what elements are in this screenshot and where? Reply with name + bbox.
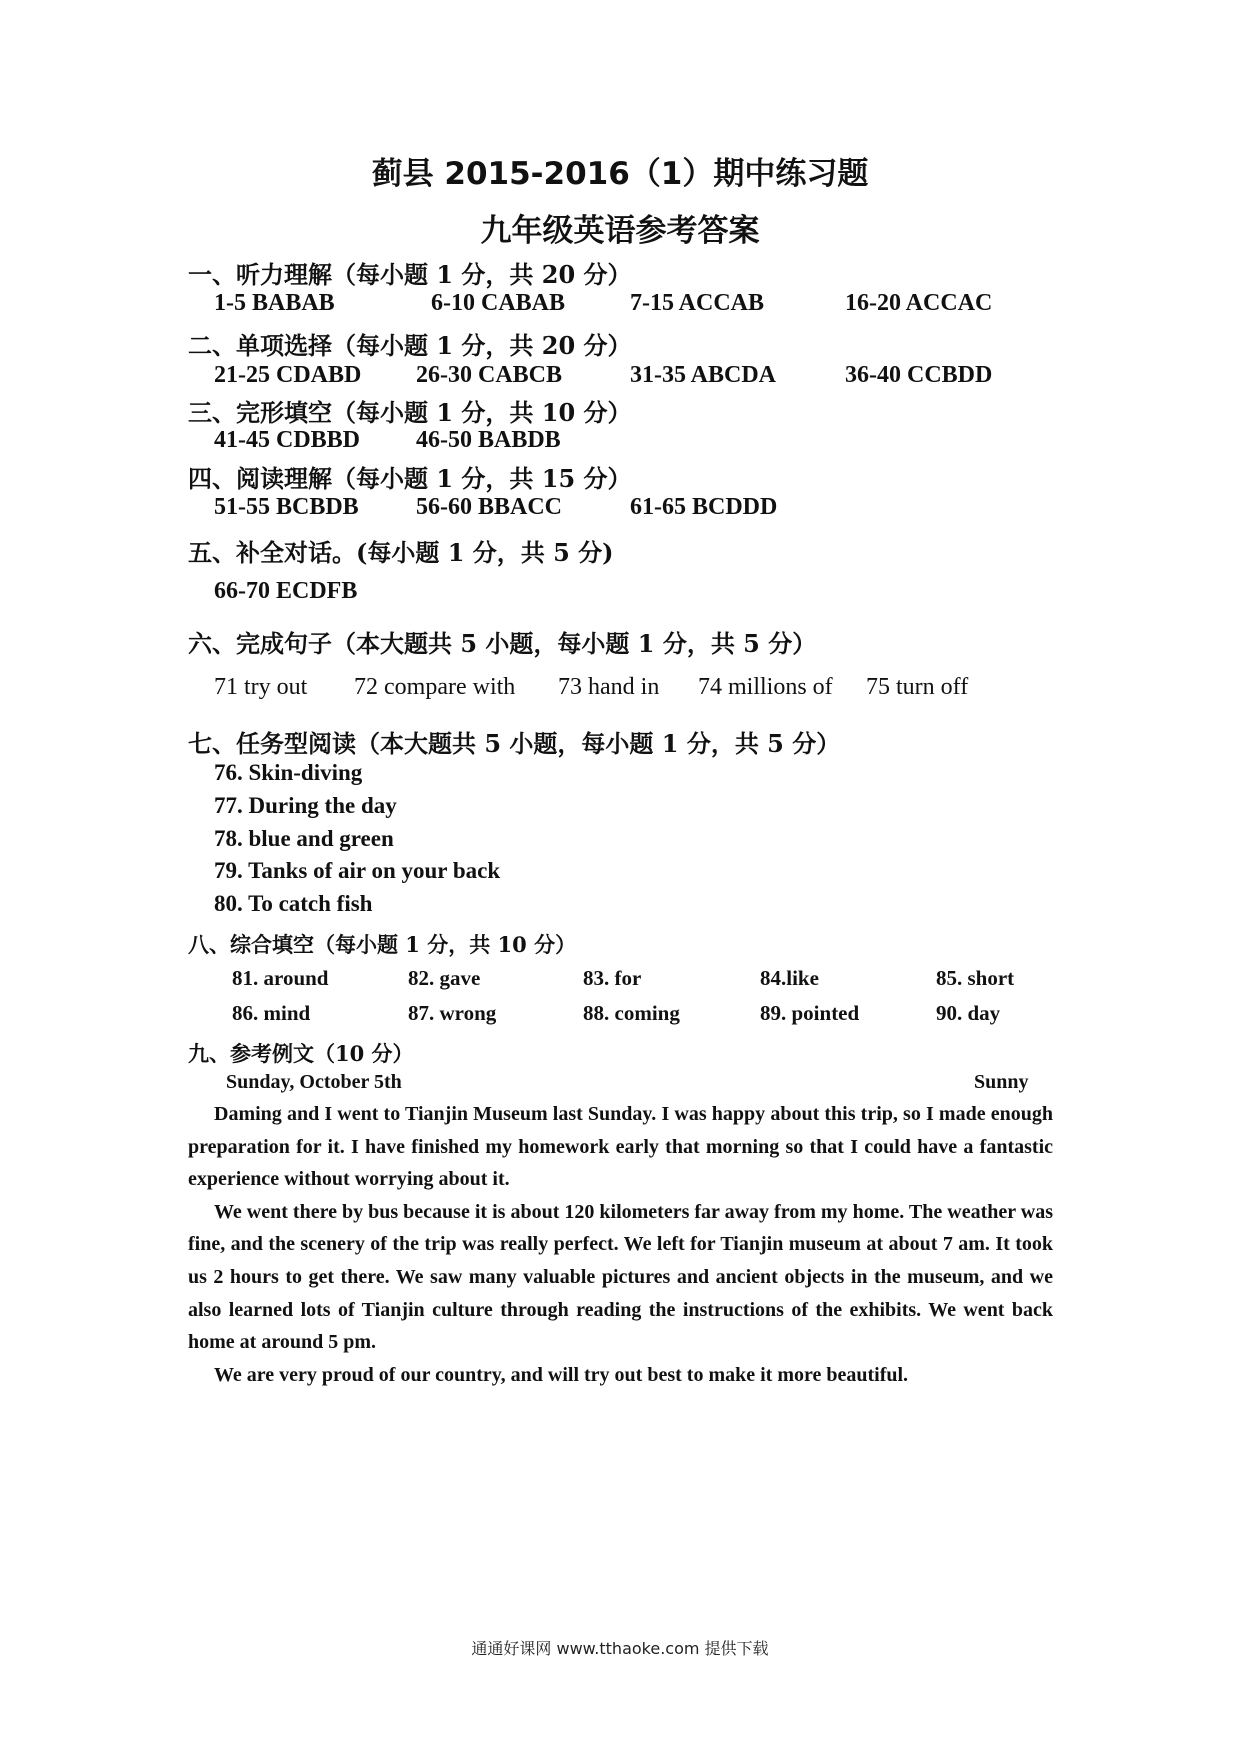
section-heading-reading: 四、阅读理解（每小题 1 分，共 15 分） xyxy=(188,464,632,493)
answer-group: 36-40 CCBDD xyxy=(845,362,993,388)
answer-item: 85. short xyxy=(936,966,1015,990)
answer-item: 78. blue and green xyxy=(214,826,394,851)
sample-essay xyxy=(188,1098,1053,1391)
answer-item: 80. To catch fish xyxy=(214,891,373,916)
answer-group: 46-50 BABDB xyxy=(416,427,561,453)
answer-item: 79. Tanks of air on your back xyxy=(214,858,501,883)
page-footer: 通通好课网 www.tthaoke.com 提供下载 xyxy=(471,1639,769,1658)
answer-group: 21-25 CDABD xyxy=(214,362,362,388)
answer-item: 88. coming xyxy=(583,1001,680,1025)
section-heading-sentences: 六、完成句子（本大题共 5 小题，每小题 1 分，共 5 分） xyxy=(188,629,817,658)
answer-group: 66-70 ECDFB xyxy=(214,578,358,604)
answer-item: 84.like xyxy=(760,966,819,990)
answer-row-cloze xyxy=(0,427,1240,457)
answer-item: 74 millions of xyxy=(698,674,833,700)
document-subtitle: 九年级英语参考答案 xyxy=(480,213,760,249)
section-heading-listening: 一、听力理解（每小题 1 分，共 20 分） xyxy=(188,260,632,289)
answer-row-fill-1 xyxy=(0,966,1240,996)
essay-paragraph: We went there by bus because it is about 120 kilometers far away from my home. The weather was fine, and the scenery of the trip was really perfect. We left for Tianjin museum at about 7 am. It took us 2 hours to get there. We saw many valuable pictures and ancient objects in the museum, and we also learned lots of Tianjin culture through reading the instructions of the exhibits. We went back home at around 5 pm. xyxy=(188,1200,1053,1354)
document-title: 蓟县 2015-2016（1）期中练习题 xyxy=(371,156,869,192)
answer-row-reading xyxy=(0,494,1240,524)
answer-group: 56-60 BBACC xyxy=(416,494,563,520)
answer-group: 7-15 ACCAB xyxy=(630,290,765,316)
section-heading-single-choice: 二、单项选择（每小题 1 分，共 20 分） xyxy=(188,331,632,360)
answer-item: 87. wrong xyxy=(408,1001,497,1025)
answer-item: 86. mind xyxy=(232,1001,311,1025)
section-heading-sample-essay: 九、参考例文（10 分） xyxy=(188,1041,414,1066)
answer-item: 83. for xyxy=(583,966,642,990)
answer-item: 71 try out xyxy=(214,674,308,700)
answer-group: 41-45 CDBBD xyxy=(214,427,361,453)
answer-row-listening xyxy=(0,290,1240,320)
section-heading-comprehensive-fill: 八、综合填空（每小题 1 分，共 10 分） xyxy=(188,932,577,957)
answer-group: 51-55 BCBDB xyxy=(214,494,359,520)
answer-item: 73 hand in xyxy=(558,674,660,700)
answer-item: 89. pointed xyxy=(760,1001,860,1025)
answer-row-single-choice xyxy=(0,362,1240,392)
section-heading-cloze: 三、完形填空（每小题 1 分，共 10 分） xyxy=(188,398,632,427)
answer-row-fill-2 xyxy=(0,1001,1240,1031)
essay-weather: Sunny xyxy=(974,1071,1029,1093)
answer-row-dialogue xyxy=(0,578,1240,608)
answer-group: 16-20 ACCAC xyxy=(845,290,993,316)
answer-item: 81. around xyxy=(232,966,329,990)
answer-group: 26-30 CABCB xyxy=(416,362,563,388)
section-heading-task-reading: 七、任务型阅读（本大题共 5 小题，每小题 1 分，共 5 分） xyxy=(188,729,841,758)
section-heading-dialogue: 五、补全对话。(每小题 1 分，共 5 分) xyxy=(188,538,614,567)
answer-group: 61-65 BCDDD xyxy=(630,494,778,520)
answer-group: 1-5 BABAB xyxy=(214,290,335,316)
answer-item: 72 compare with xyxy=(354,674,516,700)
answer-item: 75 turn off xyxy=(866,674,969,700)
answer-row-sentences xyxy=(0,674,1240,704)
answer-item: 90. day xyxy=(936,1001,1001,1025)
answer-group: 31-35 ABCDA xyxy=(630,362,777,388)
answer-item: 76. Skin-diving xyxy=(214,760,363,785)
answer-item: 77. During the day xyxy=(214,793,397,818)
essay-paragraph: We are very proud of our country, and will try out best to make it more beautiful. xyxy=(214,1363,909,1386)
essay-date: Sunday, October 5th xyxy=(226,1071,402,1093)
essay-paragraph: Daming and I went to Tianjin Museum last Sunday. I was happy about this trip, so I made enough preparation for it. I have finished my homework early that morning so that I could have a fantastic experience without worrying about it. xyxy=(188,1103,1053,1191)
answer-group: 6-10 CABAB xyxy=(431,290,566,316)
answer-item: 82. gave xyxy=(408,966,481,990)
